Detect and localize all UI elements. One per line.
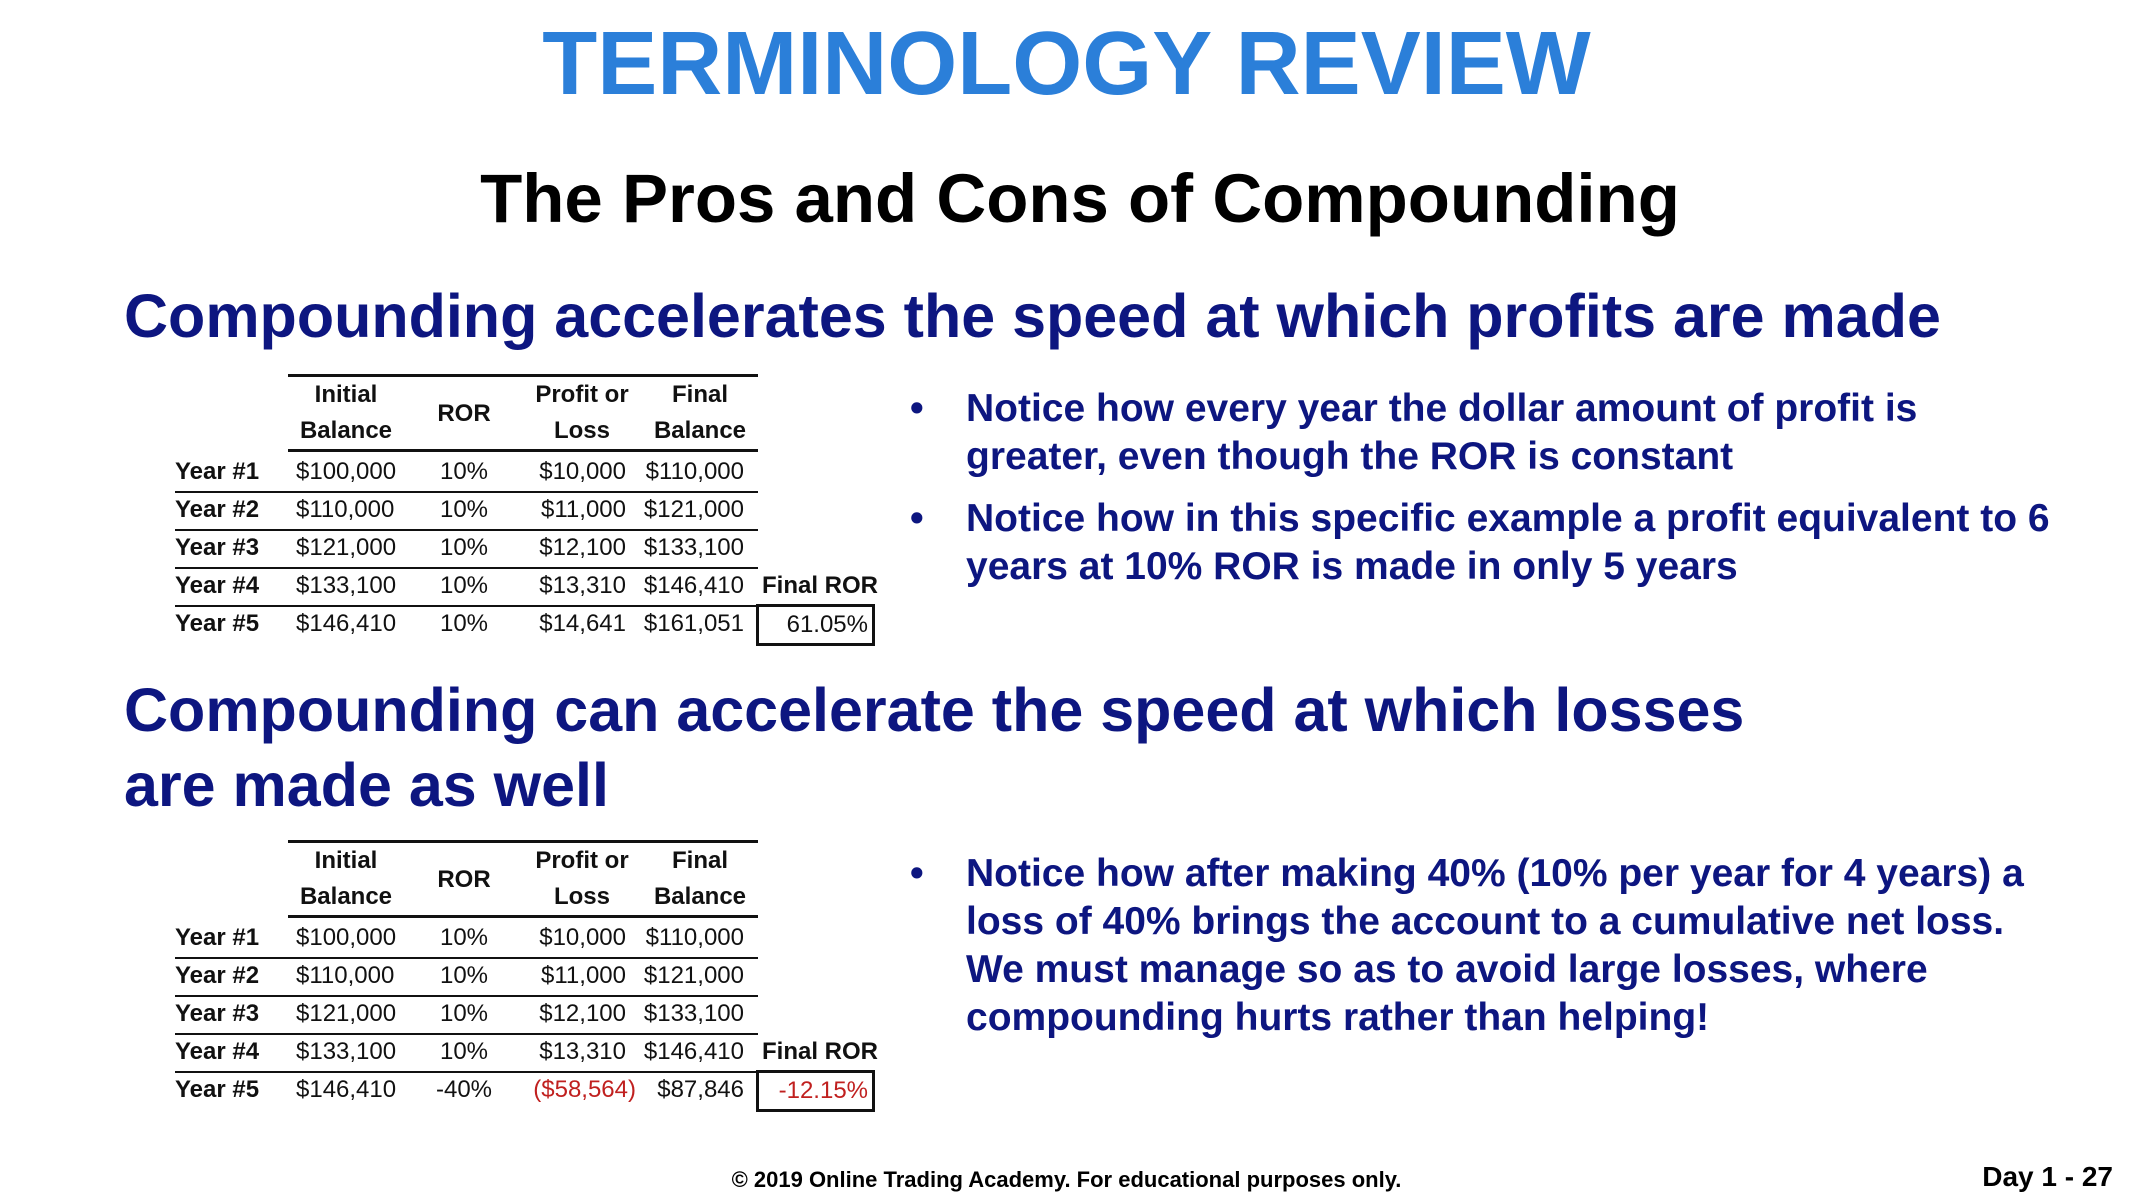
cell-final: $161,051 xyxy=(643,610,744,637)
cell-profit-negative: ($58,564) xyxy=(533,1076,636,1103)
header-profit: Profit or xyxy=(535,847,629,874)
section2-heading: Compounding can accelerate the speed at which losses xyxy=(124,676,1745,744)
row-divider xyxy=(175,605,758,607)
cell-initial: $146,410 xyxy=(296,1076,397,1103)
row-label: Year #4 xyxy=(175,572,260,599)
cell-ror: 10% xyxy=(439,924,489,951)
page-number: Day 1 - 27 xyxy=(1982,1161,2113,1192)
header-initial: Initial xyxy=(314,847,378,874)
cell-profit: $13,310 xyxy=(539,572,626,599)
table-top-border xyxy=(288,374,758,377)
header-bottom-border xyxy=(288,915,758,918)
row-divider xyxy=(175,1071,758,1073)
cell-ror: 10% xyxy=(439,1038,489,1065)
page-subtitle: The Pros and Cons of Compounding xyxy=(480,160,1680,237)
cell-final: $146,410 xyxy=(643,1038,744,1065)
table-top-border xyxy=(288,840,758,843)
cell-ror: 10% xyxy=(439,610,489,637)
cell-final: $87,846 xyxy=(657,1076,744,1103)
header-final-balance: Balance xyxy=(653,883,747,910)
cell-ror: 10% xyxy=(439,1000,489,1027)
row-divider xyxy=(175,995,758,997)
header-profit-loss: Loss xyxy=(553,417,610,444)
bullet-text: Notice how every year the dollar amount of profit is greater, even though the ROR is constant xyxy=(966,387,1918,478)
page-title: TERMINOLOGY REVIEW xyxy=(542,14,1591,114)
row-label: Year #2 xyxy=(175,496,260,523)
row-label: Year #3 xyxy=(175,1000,260,1027)
header-final: Final xyxy=(671,381,728,408)
cell-initial: $121,000 xyxy=(296,534,397,561)
cell-profit: $11,000 xyxy=(541,962,626,989)
cell-initial: $110,000 xyxy=(296,962,395,989)
row-label: Year #4 xyxy=(175,1038,260,1065)
section2-heading-line2: are made as well xyxy=(124,751,609,819)
row-divider xyxy=(175,567,758,569)
row-divider xyxy=(175,529,758,531)
header-final-balance: Balance xyxy=(653,417,747,444)
cell-profit: $10,000 xyxy=(539,924,626,951)
row-divider xyxy=(175,1033,758,1035)
bullet-text: Notice how in this specific example a profit equivalent to 6 years at 10% ROR is made in only 5 years xyxy=(966,497,2050,588)
header-ror: ROR xyxy=(437,866,491,893)
section1-heading: Compounding accelerates the speed at which profits are made xyxy=(124,282,1941,350)
cell-initial: $100,000 xyxy=(296,458,397,485)
bullet-dot: • xyxy=(910,497,924,540)
cell-ror: 10% xyxy=(439,572,489,599)
row-label: Year #5 xyxy=(175,1076,260,1103)
header-initial: Initial xyxy=(314,381,378,408)
cell-ror: 10% xyxy=(439,496,489,523)
bullet-dot: • xyxy=(910,852,924,895)
header-profit-loss: Loss xyxy=(553,883,610,910)
row-label: Year #1 xyxy=(175,924,260,951)
row-label: Year #3 xyxy=(175,534,260,561)
cell-final: $146,410 xyxy=(643,572,744,599)
cell-initial: $133,100 xyxy=(296,572,397,599)
header-profit: Profit or xyxy=(535,381,629,408)
final-ror-label: Final ROR xyxy=(762,1038,879,1065)
cell-ror: 10% xyxy=(439,962,489,989)
copyright-footer: © 2019 Online Trading Academy. For educational purposes only. xyxy=(731,1167,1402,1192)
cell-final: $121,000 xyxy=(643,962,744,989)
row-divider xyxy=(175,957,758,959)
cell-final: $133,100 xyxy=(643,1000,744,1027)
cell-initial: $110,000 xyxy=(296,496,395,523)
cell-ror: 10% xyxy=(439,458,489,485)
cell-final: $133,100 xyxy=(643,534,744,561)
final-ror-value-negative: -12.15% xyxy=(756,1070,875,1112)
row-label: Year #5 xyxy=(175,610,260,637)
section1-bullets xyxy=(910,385,2050,605)
section2-bullets xyxy=(910,850,2050,1056)
bullet-item xyxy=(910,850,2050,1042)
cell-profit: $14,641 xyxy=(539,610,626,637)
row-divider xyxy=(175,491,758,493)
cell-profit: $11,000 xyxy=(541,496,626,523)
cell-profit: $10,000 xyxy=(539,458,626,485)
final-ror-label: Final ROR xyxy=(762,572,879,599)
cell-profit: $12,100 xyxy=(539,1000,626,1027)
cell-profit: $13,310 xyxy=(539,1038,626,1065)
bullet-item xyxy=(910,495,2050,591)
header-ror: ROR xyxy=(437,400,491,427)
header-bottom-border xyxy=(288,449,758,452)
cell-ror: -40% xyxy=(435,1076,493,1103)
cell-final: $110,000 xyxy=(645,458,744,485)
cell-initial: $121,000 xyxy=(296,1000,397,1027)
header-final: Final xyxy=(671,847,728,874)
cell-initial: $100,000 xyxy=(296,924,397,951)
bullet-text: Notice how after making 40% (10% per year for 4 years) a loss of 40% brings the account to a cumulative net loss. We must manage so as to avoid large losses, where compounding hurts rather than helping! xyxy=(966,852,2024,1039)
bullet-dot: • xyxy=(910,387,924,430)
cell-final: $121,000 xyxy=(643,496,744,523)
cell-initial: $146,410 xyxy=(296,610,397,637)
cell-profit: $12,100 xyxy=(539,534,626,561)
cell-final: $110,000 xyxy=(645,924,744,951)
final-ror-value: 61.05% xyxy=(756,604,875,646)
header-initial-balance: Balance xyxy=(299,883,393,910)
cell-ror: 10% xyxy=(439,534,489,561)
header-initial-balance: Balance xyxy=(299,417,393,444)
row-label: Year #1 xyxy=(175,458,260,485)
row-label: Year #2 xyxy=(175,962,260,989)
bullet-item xyxy=(910,385,2050,481)
cell-initial: $133,100 xyxy=(296,1038,397,1065)
